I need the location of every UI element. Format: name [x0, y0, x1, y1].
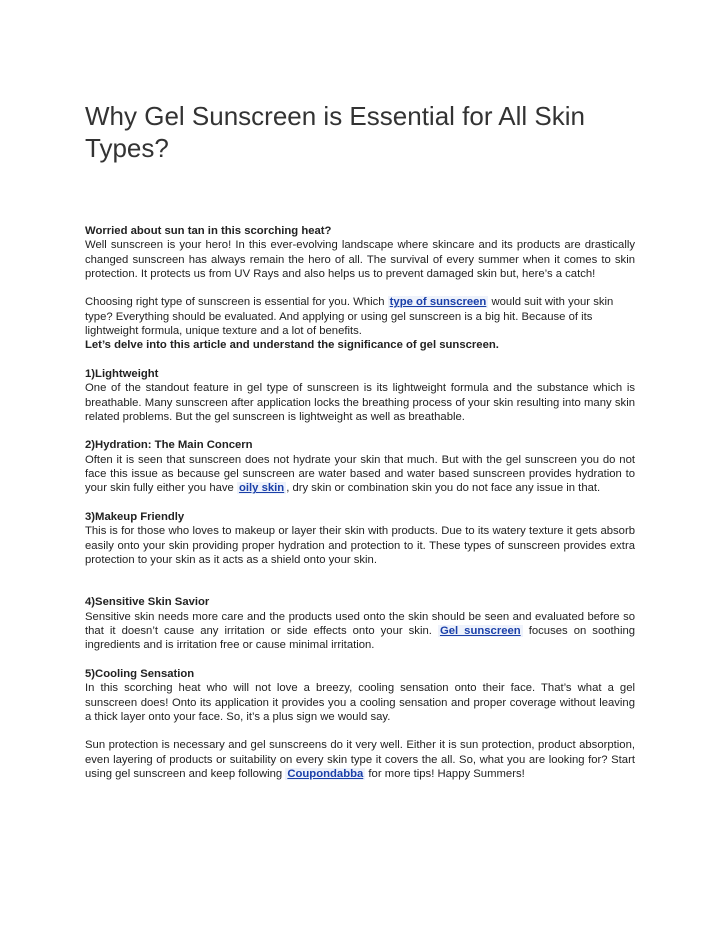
intro-text: Well sunscreen is your hero! In this ever-evolving landscape where skincare and its products are drastically changed sunscreen has always remain the hero of all. The survival of every summer when it comes to skin protection. It protects us from UV Rays and also helps us to prevent damaged skin but, here’s a catch! [85, 239, 635, 280]
section-hydration-text-after: , dry skin or combination skin you do not face any issue in that. [286, 482, 601, 495]
section-hydration-text-before: Often it is seen that sunscreen does not hydrate your skin that much. But with the gel sunscreen you do not face this issue as because gel sunscreen are water based and water based sunscreen provides hydration to your skin fully either you have [85, 453, 635, 495]
coupondabba-link[interactable]: Coupondabba [287, 767, 364, 780]
section-lightweight-heading: 1)Lightweight [85, 367, 159, 380]
section-lightweight-text: One of the standout feature in gel type of sunscreen is its lightweight formula and the substance which is breathable. Many sunscreen after application locks the breathing process of your skin resulting into many skin related problems. But the gel sunscreen is lightweight as well as breathable. [85, 382, 635, 423]
type-of-sunscreen-link[interactable]: type of sunscreen [389, 296, 487, 309]
choosing-paragraph [85, 295, 635, 352]
section-makeup-text: This is for those who loves to makeup or layer their skin with products. Due to its watery texture it gets absorb easily onto your skin providing proper hydration and protection to it. These types of sunscreen provides extra protection to your skin as it acts as a shield onto your skin. [85, 525, 635, 566]
para2-text-after: would suit with your skin type? Everything should be evaluated. And applying or using gel sunscreen is a big hit. Because of its lightweight formula, unique texture and a lot of benefits. [85, 296, 614, 338]
section-sensitive-text-before: Sensitive skin needs more care and the products used onto the skin should be seen and evaluated before so that it doesn’t cause any irritation or side effects onto your skin. [85, 610, 635, 638]
oily-skin-link[interactable]: oily skin [238, 482, 285, 495]
intro-heading: Worried about sun tan in this scorching heat? [85, 225, 332, 237]
section-cooling [85, 667, 635, 724]
article-body [85, 224, 635, 796]
spacer [85, 581, 635, 595]
section-cooling-heading: 5)Cooling Sensation [85, 667, 195, 680]
section-makeup [85, 510, 635, 567]
section-sensitive [85, 595, 635, 652]
section-sensitive-text-after: focuses on soothing ingredients and is irritation free or cause minimal irritation. [85, 625, 636, 652]
outro-text-after: for more tips! Happy Summers! [365, 767, 525, 780]
section-hydration [85, 438, 635, 495]
section-hydration-heading: 2)Hydration: The Main Concern [85, 439, 253, 452]
para2-text-before: Choosing right type of sunscreen is essential for you. Which [85, 296, 388, 309]
page-title: Why Gel Sunscreen is Essential for All Skin Types? [85, 101, 585, 163]
outro-text-before: Sun protection is necessary and gel sunscreens do it very well. Either it is sun protection, product absorption, even layering of products or suitability on every skin type it covers the all. So, what you are looking for? Start using gel sunscreen and keep following [85, 739, 635, 780]
section-cooling-text: In this scorching heat who will not love a breezy, cooling sensation onto their face. That’s what a gel sunscreen does! Onto its application it provides you a cooling sensation and proper coverage without leaving a thick layer onto your face. So, it’s a plus sign we would say. [85, 682, 635, 723]
section-lightweight [85, 367, 635, 424]
gel-sunscreen-link[interactable]: Gel sunscreen [439, 625, 521, 638]
section-makeup-heading: 3)Makeup Friendly [85, 510, 185, 523]
intro-paragraph [85, 224, 635, 281]
delve-statement: Let’s delve into this article and understand the significance of gel sunscreen. [85, 339, 499, 352]
closing-paragraph [85, 738, 635, 781]
section-sensitive-heading: 4)Sensitive Skin Savior [85, 596, 210, 609]
